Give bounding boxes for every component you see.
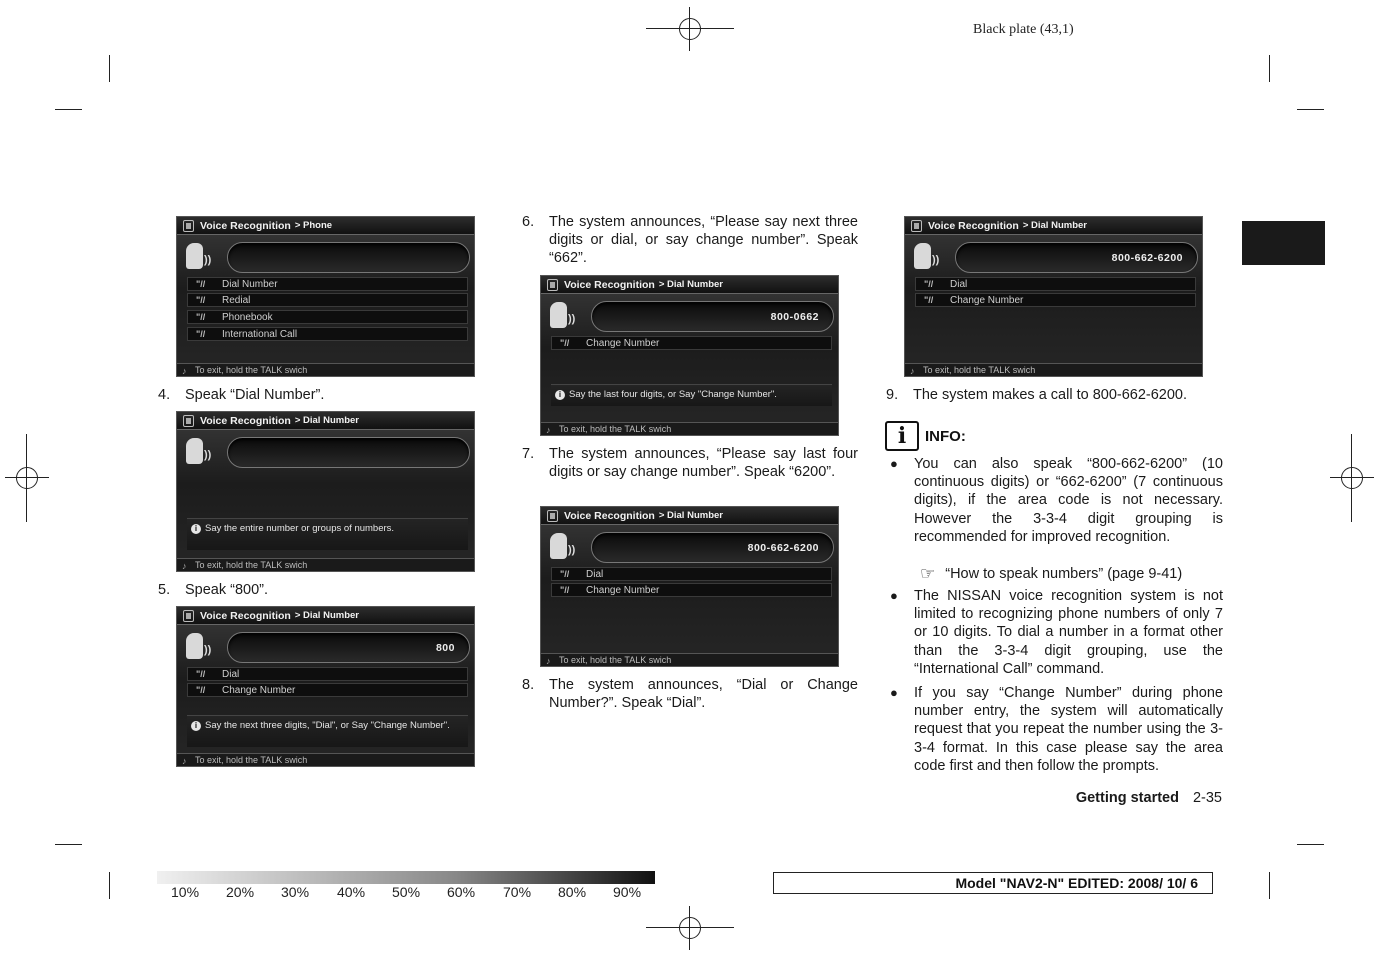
info-icon: i: [191, 524, 201, 534]
voice-icon: "//: [196, 312, 206, 322]
menu-item-dial[interactable]: "// Dial: [551, 567, 832, 581]
talk-switch-icon: ♪: [182, 756, 187, 766]
screen-dial-number-800: [176, 606, 475, 767]
registration-mark-top: [668, 7, 712, 51]
page-number: 2-35: [1192, 790, 1222, 806]
screen-dial-number-800-0662: [540, 275, 839, 436]
voice-app-icon: [183, 220, 194, 232]
screen-titlebar: Voice Recognition > Dial Number: [905, 217, 1202, 235]
crop-mark: [1297, 844, 1324, 845]
info-icon: i: [885, 421, 919, 451]
speaking-head-icon: )): [186, 243, 212, 271]
page-footer: [1076, 790, 1222, 806]
voice-icon: "//: [196, 295, 206, 305]
menu-item-change-number[interactable]: "// Change Number: [551, 583, 832, 597]
registration-mark-left: [5, 456, 49, 500]
pointing-hand-icon: ☞: [920, 564, 936, 583]
screen-titlebar: Voice Recognition > Dial Number: [177, 607, 474, 625]
screen-titlebar: Voice Recognition > Dial Number: [541, 276, 838, 294]
step-9: 9. The system makes a call to 800-662-6200.: [886, 387, 1188, 403]
crop-mark: [1269, 872, 1270, 899]
screen-footer: ♪ To exit, hold the TALK swich: [177, 558, 474, 571]
voice-icon: "//: [196, 279, 206, 289]
voice-icon: "//: [924, 295, 934, 305]
prompt-message: i Say the last four digits, or Say "Change Number".: [551, 384, 832, 406]
density-labels: 10% 20% 30% 40% 50% 60% 70% 80% 90%: [171, 884, 642, 900]
info-bullet-1: ● You can also speak “800-662-6200” (10 continuous digits) or “662-6200” (7 continuous digits), if the area code is not necessary. However the 3-3-4 digit grouping is recommended for improved recognition.: [890, 456, 1223, 545]
talk-switch-icon: ♪: [910, 366, 915, 376]
step-7: 7. The system announces, “Please say last four digits or say change number”. Speak “6200”.: [522, 446, 858, 480]
bullet-icon: ●: [890, 588, 898, 603]
speaking-head-icon: )): [186, 438, 212, 466]
plate-label: Black plate (43,1): [973, 22, 1074, 37]
menu-item-change-number[interactable]: "// Change Number: [187, 683, 468, 697]
number-display: [227, 242, 470, 273]
step-5: 5. Speak “800”.: [158, 582, 269, 598]
voice-icon: "//: [924, 279, 934, 289]
menu-item-change-number[interactable]: "// Change Number: [551, 336, 832, 350]
section-name: Getting started: [1075, 790, 1179, 806]
voice-app-icon: [183, 415, 194, 427]
voice-app-icon: [911, 220, 922, 232]
screen-footer: ♪ To exit, hold the TALK swich: [177, 363, 474, 376]
menu-item-redial[interactable]: "// Redial: [187, 293, 468, 307]
speaking-head-icon: )): [914, 243, 940, 271]
talk-switch-icon: ♪: [182, 561, 187, 571]
bullet-icon: ●: [890, 456, 898, 471]
screen-titlebar: Voice Recognition > Dial Number: [541, 507, 838, 525]
number-display: 800: [227, 632, 470, 663]
voice-app-icon: [547, 510, 558, 522]
info-bullet-3: ● If you say “Change Number” during phone number entry, the system will automatically request that you repeat the number using the 3-3-4 format. In this case please say the area code first and then follow the prompts.: [890, 685, 1223, 774]
voice-app-icon: [547, 279, 558, 291]
voice-icon: "//: [196, 329, 206, 339]
registration-mark-bottom: [668, 906, 712, 950]
bullet-icon: ●: [890, 685, 898, 700]
screen-dial-number-full: [540, 506, 839, 667]
crop-mark: [109, 872, 110, 899]
voice-icon: "//: [196, 685, 206, 695]
number-display: 800-0662: [591, 301, 834, 332]
voice-icon: "//: [560, 569, 570, 579]
screen-footer: ♪ To exit, hold the TALK swich: [541, 653, 838, 666]
screen-phone-menu: [176, 216, 475, 377]
menu-item-dial-number[interactable]: "// Dial Number: [187, 277, 468, 291]
screen-dial-number-empty: [176, 411, 475, 572]
menu-item-phonebook[interactable]: "// Phonebook: [187, 310, 468, 324]
info-header: i INFO:: [885, 421, 966, 451]
crop-mark: [55, 109, 82, 110]
model-info: Model "NAV2-N" EDITED: 2008/ 10/ 6: [773, 872, 1213, 894]
screen-dial-number-full-right: [904, 216, 1203, 377]
prompt-message: i Say the next three digits, "Dial", or Say "Change Number".: [187, 715, 468, 747]
crop-mark: [55, 844, 82, 845]
step-8: 8. The system announces, “Dial or Change Number?”. Speak “Dial”.: [522, 677, 858, 711]
menu-item-international-call[interactable]: "// International Call: [187, 327, 468, 341]
density-strip: [157, 871, 655, 884]
info-icon: i: [191, 721, 201, 731]
crop-mark: [109, 55, 110, 82]
number-display: 800-662-6200: [591, 532, 834, 563]
speaking-head-icon: )): [186, 633, 212, 661]
screen-footer: ♪ To exit, hold the TALK swich: [905, 363, 1202, 376]
screen-footer: ♪ To exit, hold the TALK swich: [541, 422, 838, 435]
registration-mark-right: [1330, 456, 1374, 500]
voice-icon: "//: [560, 585, 570, 595]
voice-icon: "//: [196, 669, 206, 679]
speaking-head-icon: )): [550, 533, 576, 561]
voice-icon: "//: [560, 338, 570, 348]
screen-titlebar: Voice Recognition > Phone: [177, 217, 474, 235]
crop-mark: [1297, 109, 1324, 110]
screen-titlebar: Voice Recognition > Dial Number: [177, 412, 474, 430]
menu-item-change-number[interactable]: "// Change Number: [915, 293, 1196, 307]
prompt-message: i Say the entire number or groups of numbers.: [187, 518, 468, 550]
step-4: 4. Speak “Dial Number”.: [158, 387, 325, 403]
info-icon: i: [555, 390, 565, 400]
menu-item-dial[interactable]: "// Dial: [187, 667, 468, 681]
menu-item-dial[interactable]: "// Dial: [915, 277, 1196, 291]
talk-switch-icon: ♪: [182, 366, 187, 376]
talk-switch-icon: ♪: [546, 656, 551, 666]
crop-mark: [1269, 55, 1270, 82]
step-6: 6. The system announces, “Please say next three digits or dial, or say change number”. Speak “662”.: [522, 214, 858, 266]
screen-footer: ♪ To exit, hold the TALK swich: [177, 753, 474, 766]
page-reference: ☞ “How to speak numbers” (page 9-41): [920, 564, 1183, 583]
talk-switch-icon: ♪: [546, 425, 551, 435]
number-display: 800-662-6200: [955, 242, 1198, 273]
info-bullet-2: ● The NISSAN voice recognition system is not limited to recognizing phone numbers of only 7 or 10 digits. To dial a number in a format other than the 3-3-4 digit grouping, use the “International Call” command.: [890, 588, 1223, 677]
speaking-head-icon: )): [550, 302, 576, 330]
voice-app-icon: [183, 610, 194, 622]
chapter-tab: [1242, 221, 1325, 265]
number-display: [227, 437, 470, 468]
